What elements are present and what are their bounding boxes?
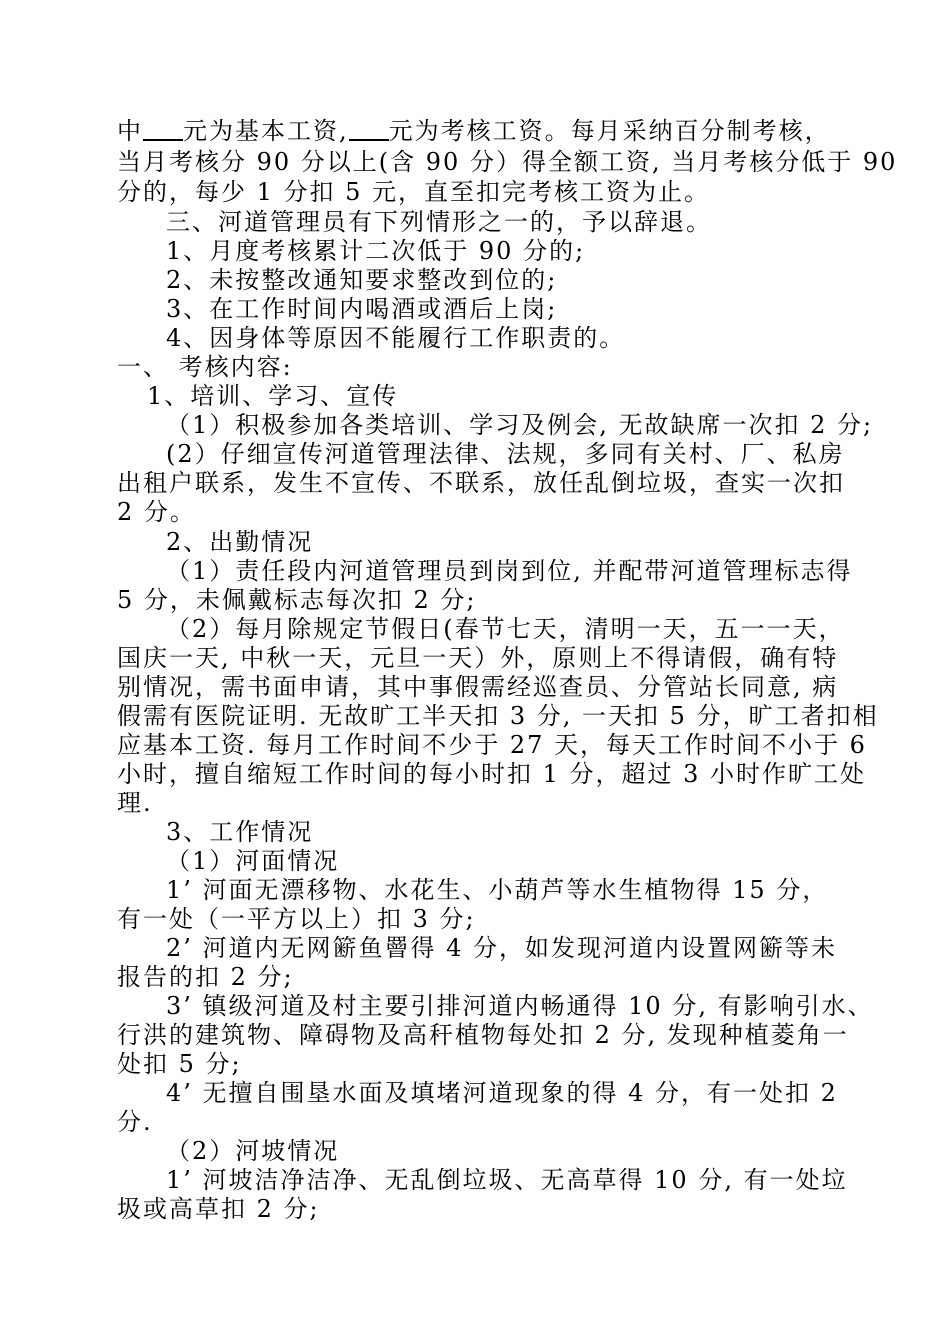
text-span: 元为基本工资,	[183, 117, 349, 145]
text-line: 3’ 镇级河道及村主要引排河道内畅通得 10 分, 有影响引水、	[166, 992, 874, 1020]
subsection-heading: 1、培训、学习、宣传	[147, 382, 399, 410]
text-line: 有一处（一平方以上）扣 3 分;	[117, 905, 476, 933]
section-heading: 一、 考核内容:	[117, 353, 293, 381]
text-line: 行洪的建筑物、障碍物及高秆植物每处扣 2 分, 发现种植菱角一	[117, 1021, 849, 1049]
text-line: 分的，每少 1 分扣 5 元，直至扣完考核工资为止。	[117, 178, 711, 206]
subsection-heading: 2、出勤情况	[166, 528, 314, 556]
text-line: 圾或高草扣 2 分;	[117, 1195, 320, 1223]
text-line: 4’ 无擅自围垦水面及填堵河道现象的得 4 分，有一处扣 2	[166, 1079, 838, 1107]
text-line: 小时，擅自缩短工作时间的每小时扣 1 分，超过 3 小时作旷工处	[117, 760, 867, 788]
list-item: 4、因身体等原因不能履行工作职责的。	[166, 324, 626, 352]
text-line: （1）积极参加各类培训、学习及例会, 无故缺席一次扣 2 分;	[166, 411, 874, 439]
blank-underline	[143, 117, 183, 141]
text-line: 处扣 5 分;	[117, 1050, 242, 1078]
text-line: 国庆一天, 中秋一天，元旦一天）外，原则上不得请假，确有特	[117, 644, 839, 672]
blank-underline	[349, 117, 389, 141]
text-span: 中	[117, 117, 143, 145]
text-line: （1）责任段内河道管理员到岗到位, 并配带河道管理标志得	[166, 557, 853, 585]
text-line: 分.	[117, 1108, 153, 1136]
text-line: 应基本工资. 每月工作时间不少于 27 天，每天工作时间不小于 6	[117, 731, 867, 759]
list-item: 3、在工作时间内喝酒或酒后上岗;	[166, 295, 558, 323]
text-line: (2）仔细宣传河道管理法律、法规，多同有关村、厂、私房	[166, 440, 845, 468]
text-line: （1）河面情况	[166, 847, 340, 875]
subsection-heading: 3、工作情况	[166, 818, 314, 846]
text-line: 报告的扣 2 分;	[117, 963, 294, 991]
text-line: 2 分。	[117, 498, 196, 526]
text-line: 理.	[117, 789, 153, 817]
text-line: 出租户联系，发生不宣传、不联系，放任乱倒垃圾，查实一次扣	[117, 469, 845, 497]
text-line: 2’ 河道内无网簖鱼罾得 4 分，如发现河道内设置网簖等未	[166, 934, 838, 962]
list-item: 1、月度考核累计二次低于 90 分的;	[166, 237, 586, 265]
text-line: 别情况，需书面申请，其中事假需经巡查员、分管站长同意, 病	[117, 673, 839, 701]
text-span: 元为考核工资。每月采纳百分制考核，	[388, 117, 831, 145]
text-line: 5 分，未佩戴标志每次扣 2 分;	[117, 586, 477, 614]
text-line: 1’ 河面无漂移物、水花生、小葫芦等水生植物得 15 分，	[166, 876, 829, 904]
section-heading: 三、河道管理员有下列情形之一的，予以辞退。	[166, 208, 712, 236]
text-line: 1’ 河坡洁净洁净、无乱倒垃圾、无高草得 10 分, 有一处垃	[166, 1166, 848, 1194]
text-line	[117, 116, 831, 146]
text-line: 假需有医院证明. 无故旷工半天扣 3 分, 一天扣 5 分，旷工者扣相	[117, 702, 879, 730]
text-line: （2）河坡情况	[166, 1137, 340, 1165]
list-item: 2、未按整改通知要求整改到位的;	[166, 266, 558, 294]
text-line: （2）每月除规定节假日(春节七天，清明一天，五一一天，	[166, 615, 845, 643]
text-line: 当月考核分 90 分以上(含 90 分）得全额工资, 当月考核分低于 90	[117, 148, 898, 176]
